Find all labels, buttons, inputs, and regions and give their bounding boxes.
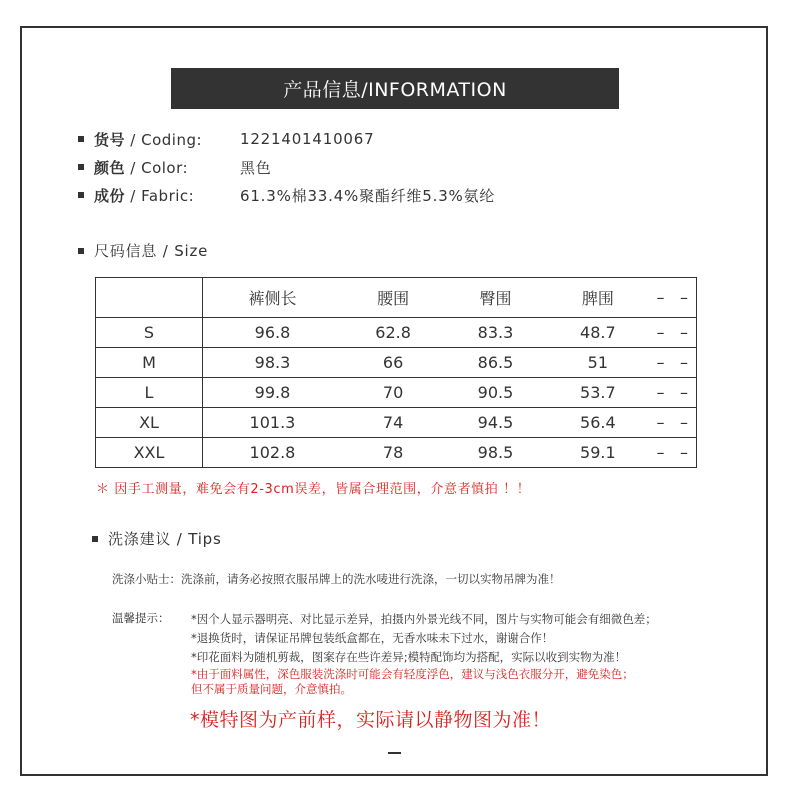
- list-item: *印花面料为随机剪裁，图案存在些许差异;模特配饰均为搭配，实际以收到实物为准！: [191, 650, 627, 664]
- table-header-cell: 脾围: [547, 278, 649, 318]
- tips-section-heading: [78, 528, 222, 549]
- section-title-bar: [171, 68, 619, 109]
- table-cell: 86.5: [444, 348, 546, 378]
- table-cell: S: [96, 318, 203, 348]
- table-cell: 90.5: [444, 378, 546, 408]
- table-cell: 70: [342, 378, 444, 408]
- bullet-icon: [78, 164, 84, 170]
- washing-tips: 洗涤小贴士：洗涤前，请务必按照衣服吊牌上的洗水唛进行洗涤，一切以实物吊牌为准！: [112, 572, 561, 586]
- info-label-color: 颜色 / Color:: [94, 158, 189, 177]
- size-section-label: 尺码信息 / Size: [94, 242, 209, 260]
- table-header-cell: 裤侧长: [203, 278, 342, 318]
- table-header-cell: –: [649, 278, 672, 318]
- list-item-warning: *由于面料属性，深色服装洗涤时可能会有轻度浮色，建议与浅色衣服分开，避免染色；: [191, 667, 634, 681]
- table-cell: 101.3: [203, 408, 342, 438]
- table-cell: 51: [547, 348, 649, 378]
- table-row: [96, 438, 697, 468]
- table-cell: –: [649, 378, 672, 408]
- info-value-color: 黑色: [240, 158, 272, 177]
- table-cell: –: [649, 348, 672, 378]
- table-cell: 78: [342, 438, 444, 468]
- table-cell: 53.7: [547, 378, 649, 408]
- info-row-coding: [78, 128, 374, 150]
- bullet-icon: [78, 136, 84, 142]
- info-label-coding: 货号 / Coding:: [94, 130, 203, 149]
- info-row-color: [78, 156, 272, 178]
- table-cell: 83.3: [444, 318, 546, 348]
- bullet-icon: [78, 248, 84, 254]
- table-row: [96, 318, 697, 348]
- tips-section-label: 洗涤建议 / Tips: [108, 530, 222, 548]
- list-item: *因个人显示器明亮、对比显示差异，拍摄内外景光线不同，图片与实物可能会有细微色差；: [191, 612, 657, 626]
- divider-dash: [388, 752, 401, 754]
- section-title: 产品信息/INFORMATION: [283, 79, 507, 101]
- table-cell: 98.5: [444, 438, 546, 468]
- warm-reminder-list: [191, 610, 657, 697]
- measurement-note: ＊ 因手工测量，难免会有2-3cm误差，皆属合理范围，介意者慎拍 ！！: [96, 482, 531, 497]
- table-cell: –: [649, 438, 672, 468]
- info-label-fabric: 成份 / Fabric:: [94, 186, 195, 205]
- info-value-fabric: 61.3%棉33.4%聚酯纤维5.3%氨纶: [240, 186, 496, 205]
- table-cell: XXL: [96, 438, 203, 468]
- bullet-icon: [92, 536, 98, 542]
- table-cell: L: [96, 378, 203, 408]
- table-cell: XL: [96, 408, 203, 438]
- table-cell: –: [672, 348, 696, 378]
- table-row: [96, 348, 697, 378]
- table-header-cell: 腰围: [342, 278, 444, 318]
- table-cell: 102.8: [203, 438, 342, 468]
- list-item-warning: 但不属于质量问题，介意慎拍。: [191, 682, 352, 696]
- table-cell: 74: [342, 408, 444, 438]
- table-cell: 94.5: [444, 408, 546, 438]
- table-cell: –: [672, 318, 696, 348]
- table-header-cell: –: [672, 278, 696, 318]
- size-section-heading: [78, 240, 208, 261]
- table-cell: 96.8: [203, 318, 342, 348]
- table-cell: 66: [342, 348, 444, 378]
- table-cell: 98.3: [203, 348, 342, 378]
- table-cell: 99.8: [203, 378, 342, 408]
- table-cell: –: [649, 318, 672, 348]
- table-cell: 56.4: [547, 408, 649, 438]
- table-header-cell: 臀围: [444, 278, 546, 318]
- info-value-coding: 1221401410067: [240, 130, 375, 148]
- table-header-row: [96, 278, 697, 318]
- table-cell: 59.1: [547, 438, 649, 468]
- size-table: [95, 277, 697, 468]
- table-cell: 48.7: [547, 318, 649, 348]
- warm-reminder-label: 温馨提示：: [112, 611, 170, 625]
- table-cell: –: [672, 408, 696, 438]
- table-header-cell: [96, 278, 203, 318]
- model-photo-note: *模特图为产前样，实际请以静物图为准！: [190, 709, 552, 731]
- table-cell: 62.8: [342, 318, 444, 348]
- table-row: [96, 378, 697, 408]
- table-cell: M: [96, 348, 203, 378]
- table-cell: –: [649, 408, 672, 438]
- table-row: [96, 408, 697, 438]
- table-cell: –: [672, 378, 696, 408]
- info-row-fabric: [78, 184, 495, 206]
- list-item: *退换货时，请保证吊牌包装纸盒都在，无香水味未下过水，谢谢合作！: [191, 631, 554, 645]
- table-cell: –: [672, 438, 696, 468]
- bullet-icon: [78, 192, 84, 198]
